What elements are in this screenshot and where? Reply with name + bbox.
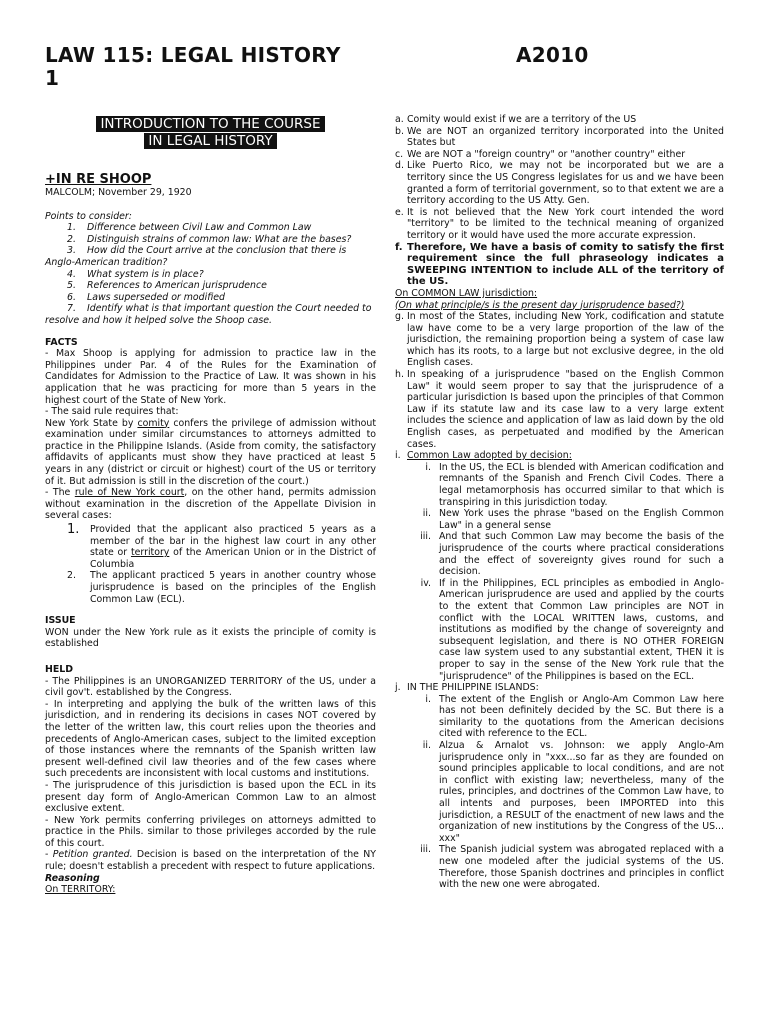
facts-paragraph [45, 418, 376, 488]
list-text: In most of the States, including New York, codification and statute law have come to be a very large proportion of the law of the jurisdiction, the remaining proportion being a system of case law which has its roots, to a large but not exclusive degree, in the old English cases. [407, 311, 724, 369]
item-number: 1. [67, 522, 80, 538]
point-text: Laws superseded or modified [87, 291, 225, 303]
list-text: Common Law adopted by decision: [407, 450, 572, 462]
point-number: 1. [67, 222, 76, 234]
point-item [45, 303, 376, 326]
common-law-question: (On what principle/s is the present day jurisprudence based?) [395, 299, 685, 311]
list-item [395, 126, 724, 149]
point-number: 7. [67, 303, 76, 315]
point-number: 3. [67, 245, 76, 257]
list-item-i [395, 450, 724, 462]
rule-term: rule of New York court [74, 487, 185, 499]
right-column [395, 114, 724, 891]
facts-paragraph [45, 487, 376, 522]
facts-paragraph: - The said rule requires that: [45, 406, 179, 418]
list-text: Like Puerto Rico, we may not be incorporated but we are a territory since the US Congress legislates for us and we have been granted a form of territorial government, so to that extent we are a territory according to the US Atty. Gen. [407, 160, 724, 207]
roman-text: And that such Common Law may become the basis of the jurisprudence of the courts where practical considerations and the effect of sovereignty gives round for such a decision. [439, 531, 724, 578]
held-paragraph: - The Philippines is an UNORGANIZED TERRITORY of the US, under a civil gov't. established by the Congress. [45, 675, 376, 699]
facts-heading: FACTS [45, 336, 78, 348]
case-ponente-date: MALCOLM; November 29, 1920 [45, 187, 192, 198]
list-marker: c. [395, 148, 404, 160]
point-item [45, 269, 376, 281]
case-title: +IN RE SHOOP [45, 172, 152, 187]
point-text: Difference between Civil Law and Common Law [87, 222, 312, 234]
point-text: How did the Court arrive at the conclusion that there is Anglo-American tradition? [45, 245, 347, 268]
petition-granted: Petition granted. [52, 849, 133, 861]
list-marker: h. [395, 369, 404, 381]
intro-line-2: IN LEGAL HISTORY [144, 133, 276, 149]
list-text: We are NOT a "foreign country" or "another country" either [407, 148, 686, 160]
on-territory-heading: On TERRITORY: [45, 884, 116, 896]
list-marker: g. [395, 311, 404, 323]
comity-term: comity [137, 417, 170, 429]
list-item [395, 114, 724, 126]
list-item [395, 149, 724, 161]
text-run: Provided that the applicant also practiced 5 years as a member of the bar in the highest law court in any other state or [90, 524, 376, 559]
item-number: 2. [67, 570, 76, 582]
held-paragraph: - The jurisprudence of this jurisdiction is based upon the ECL in its present day form of Anglo-American Common Law to an almost exclusive extent. [45, 779, 376, 815]
point-text: Identify what is that important question the Court needed to resolve and how it helped solve the Shoop case. [45, 303, 372, 326]
i-sublist [395, 462, 724, 682]
point-item [45, 222, 376, 234]
point-item [45, 292, 376, 304]
roman-marker: iv. [420, 577, 431, 589]
left-column [45, 116, 376, 896]
j-sublist [395, 694, 724, 891]
roman-item [395, 844, 724, 890]
list-item [395, 160, 724, 206]
points-list [45, 222, 376, 326]
page-number: 1 [45, 66, 60, 90]
list-marker: d. [395, 160, 404, 172]
issue-heading: ISSUE [45, 615, 76, 627]
territory-list [395, 114, 724, 242]
roman-text: Alzua & Arnalot vs. Johnson: we apply Anglo-Am jurisprudence only in "xxx...so far as they are founded on sound principles applicable to local conditions, and are not in conflict with existing law; nevertheless, many of the rules, principles, and doctrines of the Common Law have, to all intents and purposes, been IMPORTED into this jurisdiction, a RESULT of the enactment of new laws and the organization of new institutions by the Congress of the US... xxx" [439, 740, 724, 844]
list-marker: b. [395, 125, 404, 137]
list-marker: i. [395, 450, 401, 462]
common-law-heading: On COMMON LAW jurisdiction: [395, 287, 538, 299]
roman-text: If in the Philippines, ECL principles as embodied in Anglo-American jurisprudence are used and applied by the courts to the extent that Common Law principles are NOT in conflict with the LOCAL WRITTEN laws, customs, and institutions as modified by the change of sovereignty and subsequent legislation, and there is NO OTHER FOREIGN case law system used to any substantial extent, THEN it is proper to say in the sense of the New York rule that the "jurisprudence" of the Philippines is based on the ECL. [439, 577, 724, 682]
list-marker: f. [395, 241, 403, 253]
course-code: A2010 [516, 43, 589, 67]
point-number: 2. [67, 233, 76, 245]
roman-item [395, 740, 724, 844]
course-title: LAW 115: LEGAL HISTORY [45, 43, 341, 67]
item-text: The applicant practiced 5 years in another country whose jurisprudence is based on the principles of the English Common Law (ECL). [90, 570, 376, 605]
list-item-g [395, 311, 724, 369]
roman-item [395, 508, 724, 531]
list-marker: e. [395, 206, 404, 218]
list-text: It is not believed that the New York court intended the word "territory" to be limited to the technical meaning of organized territory or it would have used the more accurate expression. [407, 206, 724, 241]
roman-marker: iii. [420, 844, 431, 856]
roman-item [395, 578, 724, 682]
list-marker: j. [395, 682, 401, 694]
list-text: Comity would exist if we are a territory of the US [407, 114, 637, 125]
list-text: We are NOT an organized territory incorporated into the United States but [407, 125, 724, 149]
text-run: of the American Union or in the District of Columbia [90, 547, 376, 570]
roman-item [395, 531, 724, 577]
roman-item [395, 462, 724, 508]
text-run: , on the other hand, permits admission without examination in the discretion of the Appellate Division in several cases: [45, 487, 377, 522]
issue-text: WON under the New York rule as it exists the principle of comity is established [45, 626, 376, 650]
roman-marker: ii. [422, 508, 431, 520]
item-text [90, 524, 376, 570]
facts-paragraph: - Max Shoop is applying for admission to practice law in the Philippines under Par. 4 of the Rules for the Examination of Candidates for Admission to the Practice of Law. It was shown in his application that he was practicing for more than 5 years in the highest court of the State of New York. [45, 348, 376, 406]
held-paragraph: - In interpreting and applying the bulk of the written laws of this jurisdiction, and in rendering its decisions in cases NOT covered by the letter of the written law, this court relies upon the theories and precedents of Anglo-American cases, subject to the limited exception of those instances where the remnants of the Spanish written law present well-defined civil law theories and of the few cases where such precedents are inconsistent with local customs and institutions. [45, 698, 376, 780]
held-heading: HELD [45, 663, 74, 675]
point-number: 6. [67, 291, 76, 303]
points-to-consider [45, 211, 376, 327]
held-paragraph [45, 849, 376, 872]
roman-text: The Spanish judicial system was abrogated replaced with a new one modeled after the judicial systems of the US. Therefore, those Spanish doctrines and principles in conflict with the new one were abrogated. [439, 844, 724, 891]
text-run: confers the privilege of admission without examination under similar circumstances to attorneys admitted to practice in the Philippine Islands. (Aside from comity, the satisfactory affidavits of applicants must show they have practiced at least 5 years in any (district or circuit or highest) court of the US or territory of it. But admission is still in the discretion of the court.) [45, 417, 376, 487]
point-text: Distinguish strains of common law: What are the bases? [87, 233, 352, 245]
reasoning-heading: Reasoning [45, 872, 100, 884]
roman-marker: iii. [420, 531, 431, 543]
list-item-j [395, 682, 724, 694]
list-text: Therefore, We have a basis of comity to satisfy the first requirement since the full phraseology indicates a SWEEPING INTENTION to include ALL of the territory of the US. [407, 241, 724, 288]
point-item [45, 245, 376, 268]
point-item [45, 234, 376, 246]
list-item-f [395, 242, 724, 288]
text-run: Decision is based on the interpretation of the NY rule; doesn't establish a precedent with respect to future applications. [45, 849, 376, 873]
point-text: What system is in place? [87, 268, 204, 280]
list-item-h [395, 369, 724, 450]
points-heading: Points to consider: [45, 210, 132, 222]
list-marker: a. [395, 114, 404, 125]
text-run: - The [45, 487, 75, 499]
roman-marker: i. [425, 693, 431, 705]
roman-text: The extent of the English or Anglo-Am Common Law here has not been definitely decided by the SC. But there is a similarity to the quotations from the American decisions cited with reference to the ECL. [439, 693, 724, 740]
facts-numbered-item [45, 524, 376, 570]
roman-text: New York uses the phrase "based on the English Common Law" in a general sense [439, 508, 724, 531]
point-item [45, 280, 376, 292]
roman-marker: i. [425, 461, 431, 473]
text-run: - [45, 849, 53, 861]
held-paragraph: - New York permits conferring privileges on attorneys admitted to practice in the Phils. similar to those privileges accorded by the rule of this court. [45, 814, 376, 849]
document-header [45, 44, 605, 90]
text-run: New York State by [45, 417, 138, 429]
intro-line-1: INTRODUCTION TO THE COURSE [96, 116, 324, 132]
intro-banner [45, 116, 376, 150]
point-number: 5. [67, 280, 76, 292]
territory-term: territory [130, 547, 170, 559]
list-text: In speaking of a jurisprudence "based on the English Common Law" it would seem proper to say that the jurisprudence of a particular jurisdiction Is based upon the principles of that Common Law if its statute law and its case law to a very large extent includes the science and application of law as laid down by the old English cases, as perpetuated and modified by the American cases. [407, 369, 724, 450]
point-number: 4. [67, 268, 76, 280]
facts-numbered-item [45, 570, 376, 605]
point-text: References to American jurisprudence [87, 280, 267, 292]
roman-item [395, 694, 724, 740]
list-item [395, 207, 724, 242]
roman-text: In the US, the ECL is blended with American codification and remnants of the Spanish and French Civil Codes. There a legal metamorphosis has occurred similar to that which is transpiring in this jurisdiction today. [439, 461, 724, 508]
list-text: IN THE PHILIPPINE ISLANDS: [407, 682, 539, 694]
roman-marker: ii. [422, 740, 431, 752]
